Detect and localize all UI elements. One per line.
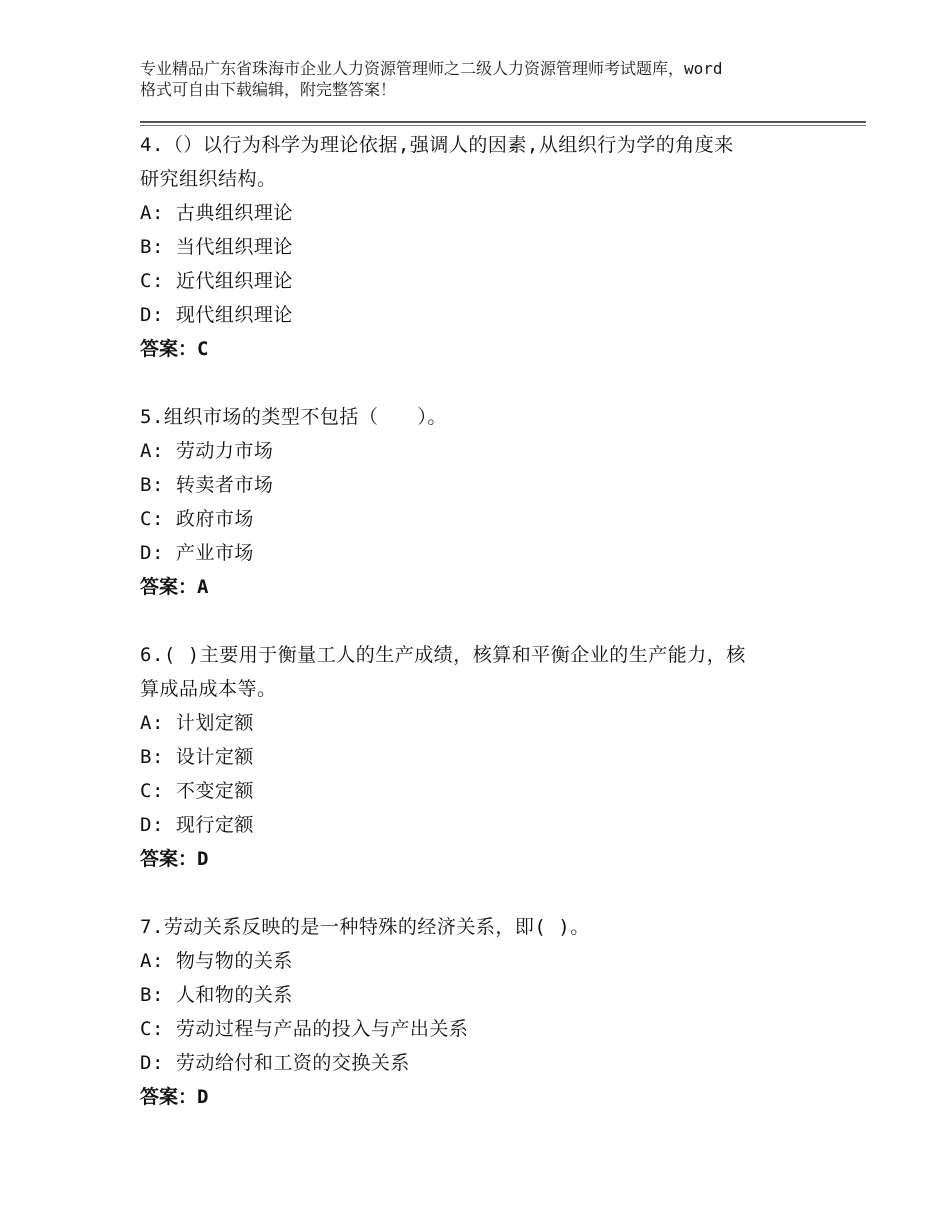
option-a: A: 计划定额 [140, 712, 254, 734]
question-stem-line: 7.劳动关系反映的是一种特殊的经济关系，即( )。 [140, 916, 590, 938]
answer-label: 答案：A [140, 576, 209, 598]
option-c: C: 近代组织理论 [140, 270, 293, 292]
option-b: B: 转卖者市场 [140, 474, 274, 496]
question-stem-line: 算成品成本等。 [140, 678, 277, 700]
question-stem-line: 6.( )主要用于衡量工人的生产成绩，核算和平衡企业的生产能力，核 [140, 644, 746, 666]
question-stem [140, 128, 840, 196]
question-stem [140, 910, 840, 944]
document-header [140, 58, 840, 100]
option-a: A: 古典组织理论 [140, 202, 293, 224]
question-4 [140, 128, 840, 366]
question-stem [140, 400, 840, 434]
option-c: C: 劳动过程与产品的投入与产出关系 [140, 1018, 469, 1040]
question-7 [140, 910, 840, 1114]
option-d: D: 劳动给付和工资的交换关系 [140, 1052, 410, 1074]
question-stem-line: 研究组织结构。 [140, 168, 277, 190]
option-d: D: 产业市场 [140, 542, 254, 564]
option-a: A: 劳动力市场 [140, 440, 274, 462]
question-spacer [140, 604, 840, 638]
option-b: B: 当代组织理论 [140, 236, 293, 258]
question-list [140, 128, 840, 1114]
option-a: A: 物与物的关系 [140, 950, 293, 972]
option-b: B: 设计定额 [140, 746, 254, 768]
option-d: D: 现代组织理论 [140, 304, 293, 326]
header-divider-thick [140, 121, 866, 123]
option-c: C: 不变定额 [140, 780, 254, 802]
option-d: D: 现行定额 [140, 814, 254, 836]
header-line-1: 专业精品广东省珠海市企业人力资源管理师之二级人力资源管理师考试题库，word [140, 59, 723, 78]
option-c: C: 政府市场 [140, 508, 254, 530]
question-6 [140, 638, 840, 876]
header-divider-thin [140, 125, 866, 126]
question-stem [140, 638, 840, 706]
question-spacer [140, 876, 840, 910]
option-b: B: 人和物的关系 [140, 984, 293, 1006]
header-line-2: 格式可自由下载编辑，附完整答案！ [140, 80, 397, 99]
question-stem-line: 4.（）以行为科学为理论依据,强调人的因素,从组织行为学的角度来 [140, 134, 734, 156]
question-spacer [140, 366, 840, 400]
question-stem-line: 5.组织市场的类型不包括（ ）。 [140, 406, 447, 428]
question-5 [140, 400, 840, 604]
answer-label: 答案：D [140, 1086, 209, 1108]
answer-label: 答案：D [140, 848, 209, 870]
answer-label: 答案：C [140, 338, 209, 360]
